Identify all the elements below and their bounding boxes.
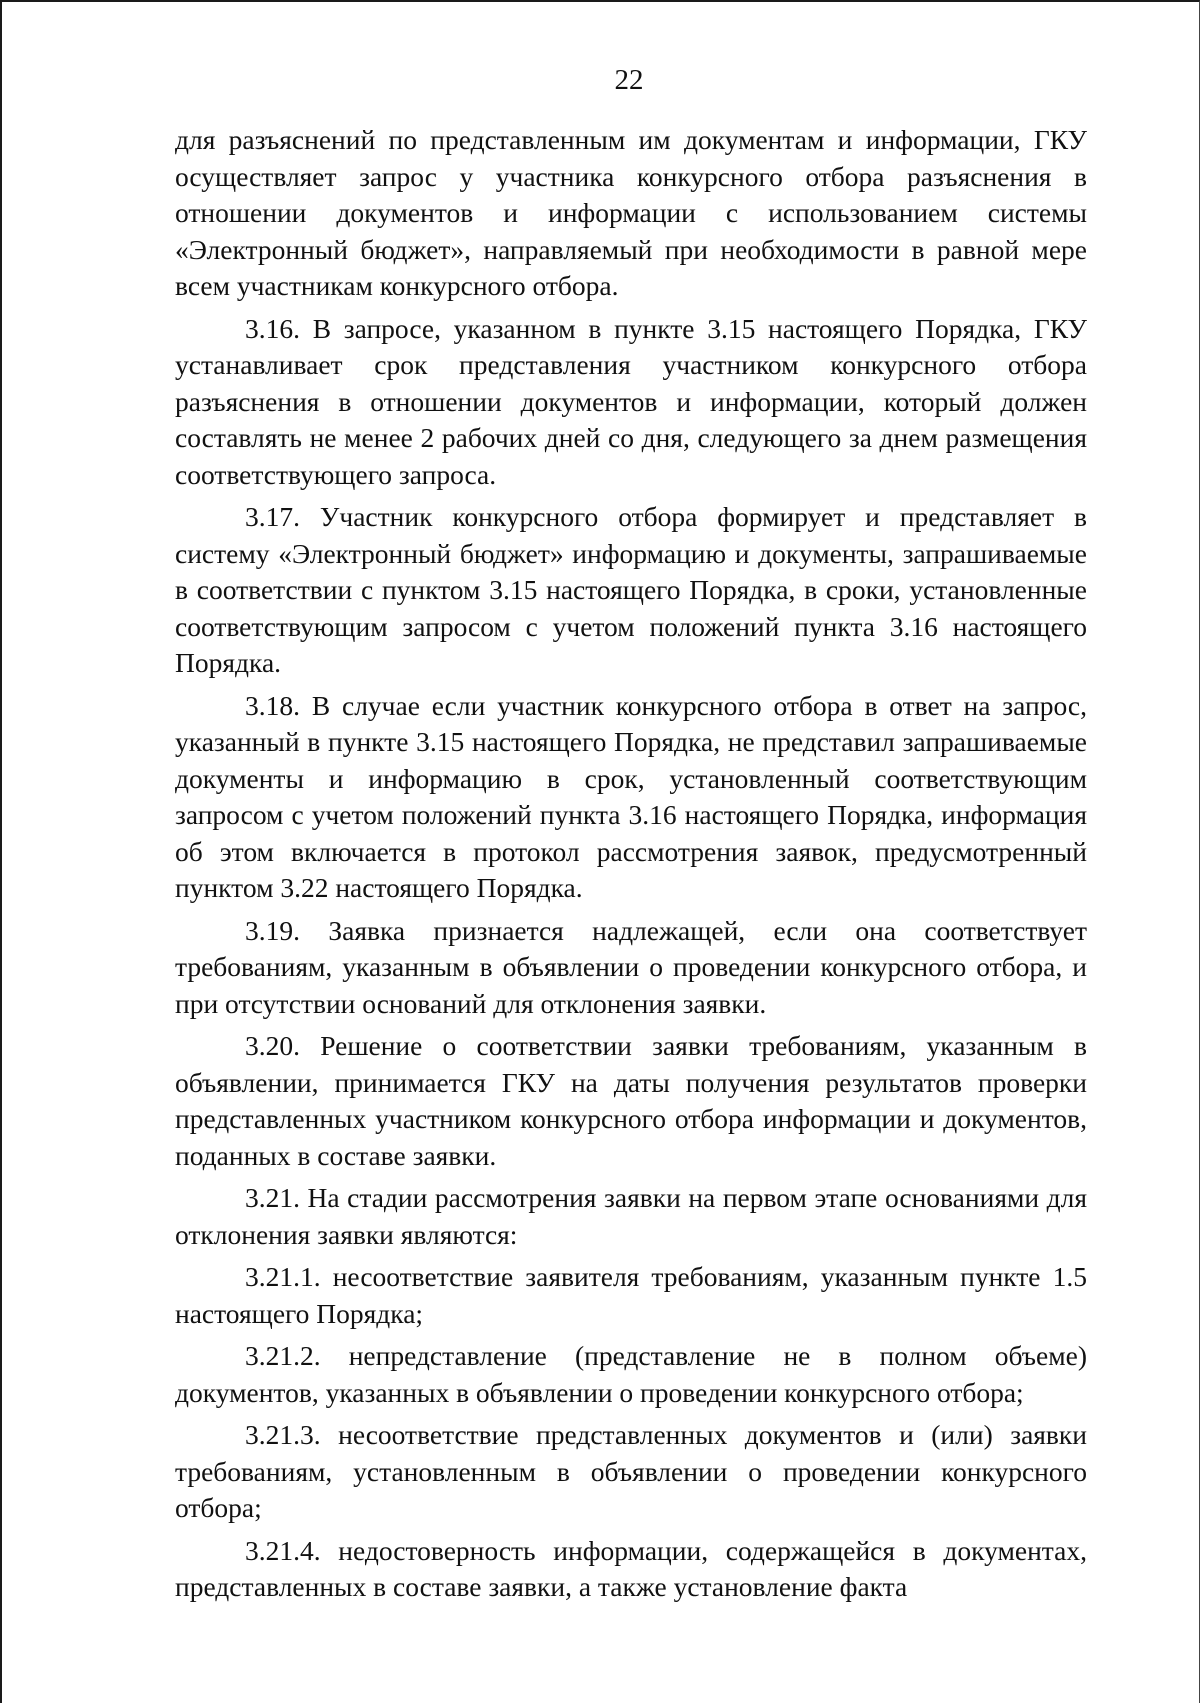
paragraph-3-21-4: 3.21.4. недостоверность информации, содержащейся в документах, представленных в составе заявки, а также установление факта: [175, 1534, 1087, 1602]
paragraph-3-16: 3.16. В запросе, указанном в пункте 3.15 настоящего Порядка, ГКУ устанавливает срок представления участником конкурсного отбора разъяснения в отношении документов и информации, который должен составлять не менее 2 рабочих дней со дня, следующего за днем размещения соответствующего запроса.: [175, 312, 1087, 490]
page-number: 22: [614, 64, 644, 96]
paragraph-3-17: 3.17. Участник конкурсного отбора формирует и представляет в систему «Электронный бюджет» информацию и документы, запрашиваемые в соответствии с пунктом 3.15 настоящего Порядка, в сроки, установленные соответствующим запросом с учетом положений пункта 3.16 настоящего Порядка.: [175, 501, 1087, 678]
paragraph-3-20: 3.20. Решение о соответствии заявки требованиям, указанным в объявлении, принимается ГКУ на даты получения результатов проверки представленных участником конкурсного отбора информации и документов, поданных в составе заявки.: [175, 1030, 1087, 1171]
paragraph-3-21: 3.21. На стадии рассмотрения заявки на первом этапе основаниями для отклонения заявки являются:: [175, 1182, 1087, 1250]
paragraph-3-21-1: 3.21.1. несоответствие заявителя требованиям, указанным пункте 1.5 настоящего Порядка;: [175, 1261, 1087, 1329]
paragraph-3-21-3: 3.21.3. несоответствие представленных документов и (или) заявки требованиям, установленным в объявлении о проведении конкурсного отбора;: [175, 1419, 1087, 1523]
document-body: [175, 122, 1087, 1606]
paragraph-3-18: 3.18. В случае если участник конкурсного отбора в ответ на запрос, указанный в пункте 3.15 настоящего Порядка, не представил запрашиваемые документы и информацию в срок, установленный соответствующим запросом с учетом положений пункта 3.16 настоящего Порядка, информация об этом включается в протокол рассмотрения заявок, предусмотренный пунктом 3.22 настоящего Порядка.: [175, 689, 1087, 903]
paragraph-3-21-2: 3.21.2. непредставление (представление не в полном объеме) документов, указанных в объявлении о проведении конкурсного отбора;: [175, 1340, 1087, 1408]
paragraph-continuation: для разъяснений по представленным им документам и информации, ГКУ осуществляет запрос у участника конкурсного отбора разъяснения в отношении документов и информации с использованием системы «Электронный бюджет», направляемый при необходимости в равной мере всем участникам конкурсного отбора.: [175, 124, 1087, 301]
paragraph-3-19: 3.19. Заявка признается надлежащей, если она соответствует требованиям, указанным в объявлении о проведении конкурсного отбора, и при отсутствии оснований для отклонения заявки.: [175, 914, 1087, 1019]
